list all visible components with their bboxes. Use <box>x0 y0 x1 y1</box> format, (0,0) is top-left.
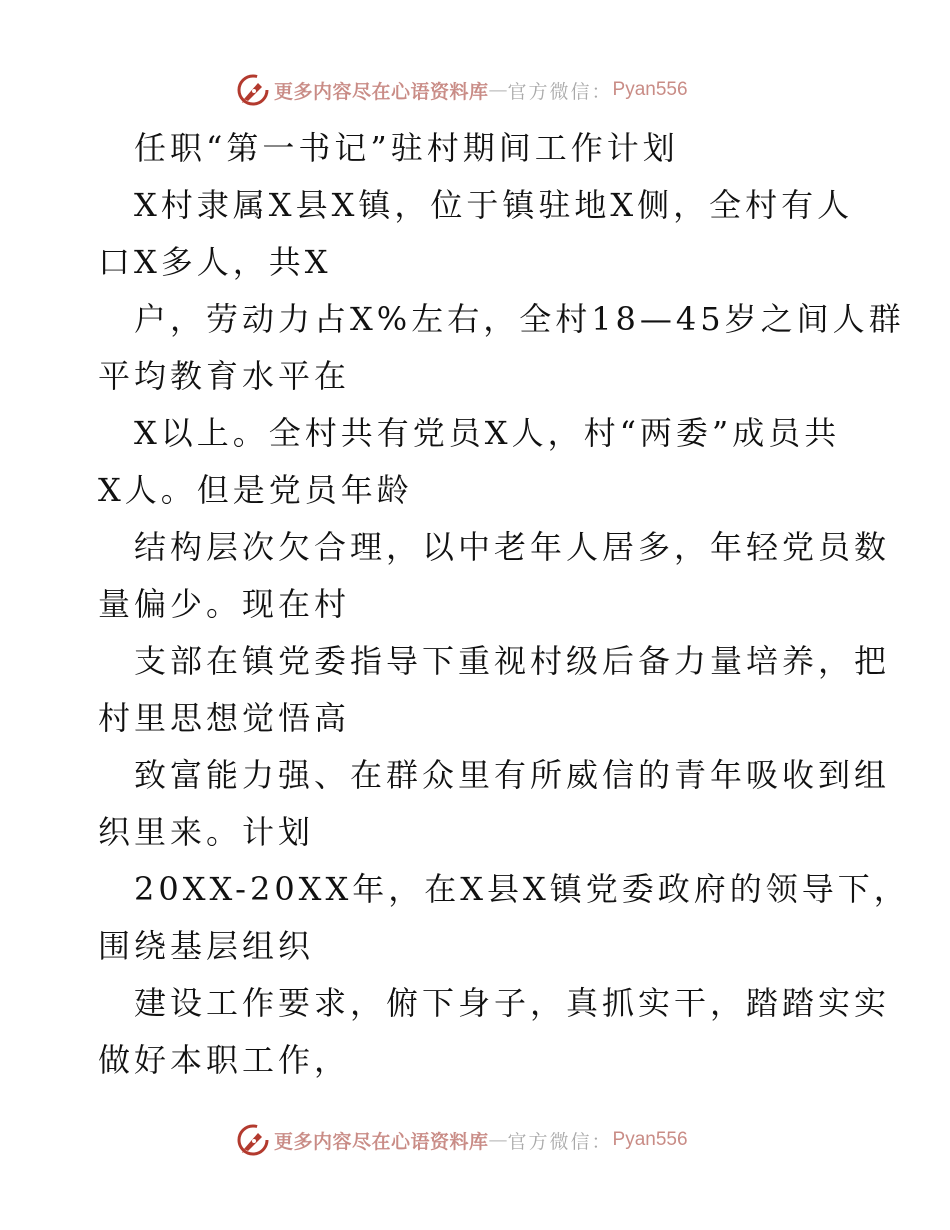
document-title: 任职“第一书记”驻村期间工作计划 <box>134 129 679 167</box>
text-line: 平均教育水平在 <box>98 357 351 395</box>
text-line: 20XX-20XX年，在X县X镇党委政府的领导下， <box>134 870 910 908</box>
banner-wechat-id: Pyan556 <box>612 79 688 100</box>
text-line: 村里思想觉悟高 <box>98 699 351 737</box>
banner-promo-text: 更多内容尽在心语资料库 <box>274 80 489 103</box>
banner-official-label: 官方微信： <box>507 80 613 103</box>
banner-separator: — <box>488 79 508 101</box>
text-line: 织里来。计划 <box>98 813 315 851</box>
text-line: 口X多人，共X <box>98 243 332 281</box>
text-line: X人。但是党员年龄 <box>98 471 413 509</box>
text-line: 做好本职工作， <box>98 1041 351 1079</box>
banner-wechat-id: Pyan556 <box>612 1129 688 1150</box>
text-line: X以上。全村共有党员X人，村“两委”成员共 <box>134 414 841 452</box>
banner-promo-text: 更多内容尽在心语资料库 <box>274 1130 489 1153</box>
pen-nib-logo-icon <box>236 1123 270 1157</box>
text-line: 支部在镇党委指导下重视村级后备力量培养，把 <box>134 642 891 680</box>
header-banner <box>236 72 688 108</box>
pen-nib-logo-icon <box>236 73 270 107</box>
text-line: 围绕基层组织 <box>98 927 315 965</box>
footer-banner <box>236 1122 688 1158</box>
banner-separator: — <box>488 1129 508 1151</box>
document-body <box>98 120 910 1089</box>
text-line: 结构层次欠合理，以中老年人居多，年轻党员数 <box>134 528 891 566</box>
text-line: 户，劳动力占X%左右，全村18—45岁之间人群 <box>134 300 905 338</box>
text-line: 建设工作要求，俯下身子，真抓实干，踏踏实实 <box>134 984 891 1022</box>
text-line: 量偏少。现在村 <box>98 585 351 623</box>
text-line: X村隶属X县X镇，位于镇驻地X侧，全村有人 <box>134 186 854 224</box>
text-line: 致富能力强、在群众里有所威信的青年吸收到组 <box>134 756 891 794</box>
banner-official-label: 官方微信： <box>507 1130 613 1153</box>
